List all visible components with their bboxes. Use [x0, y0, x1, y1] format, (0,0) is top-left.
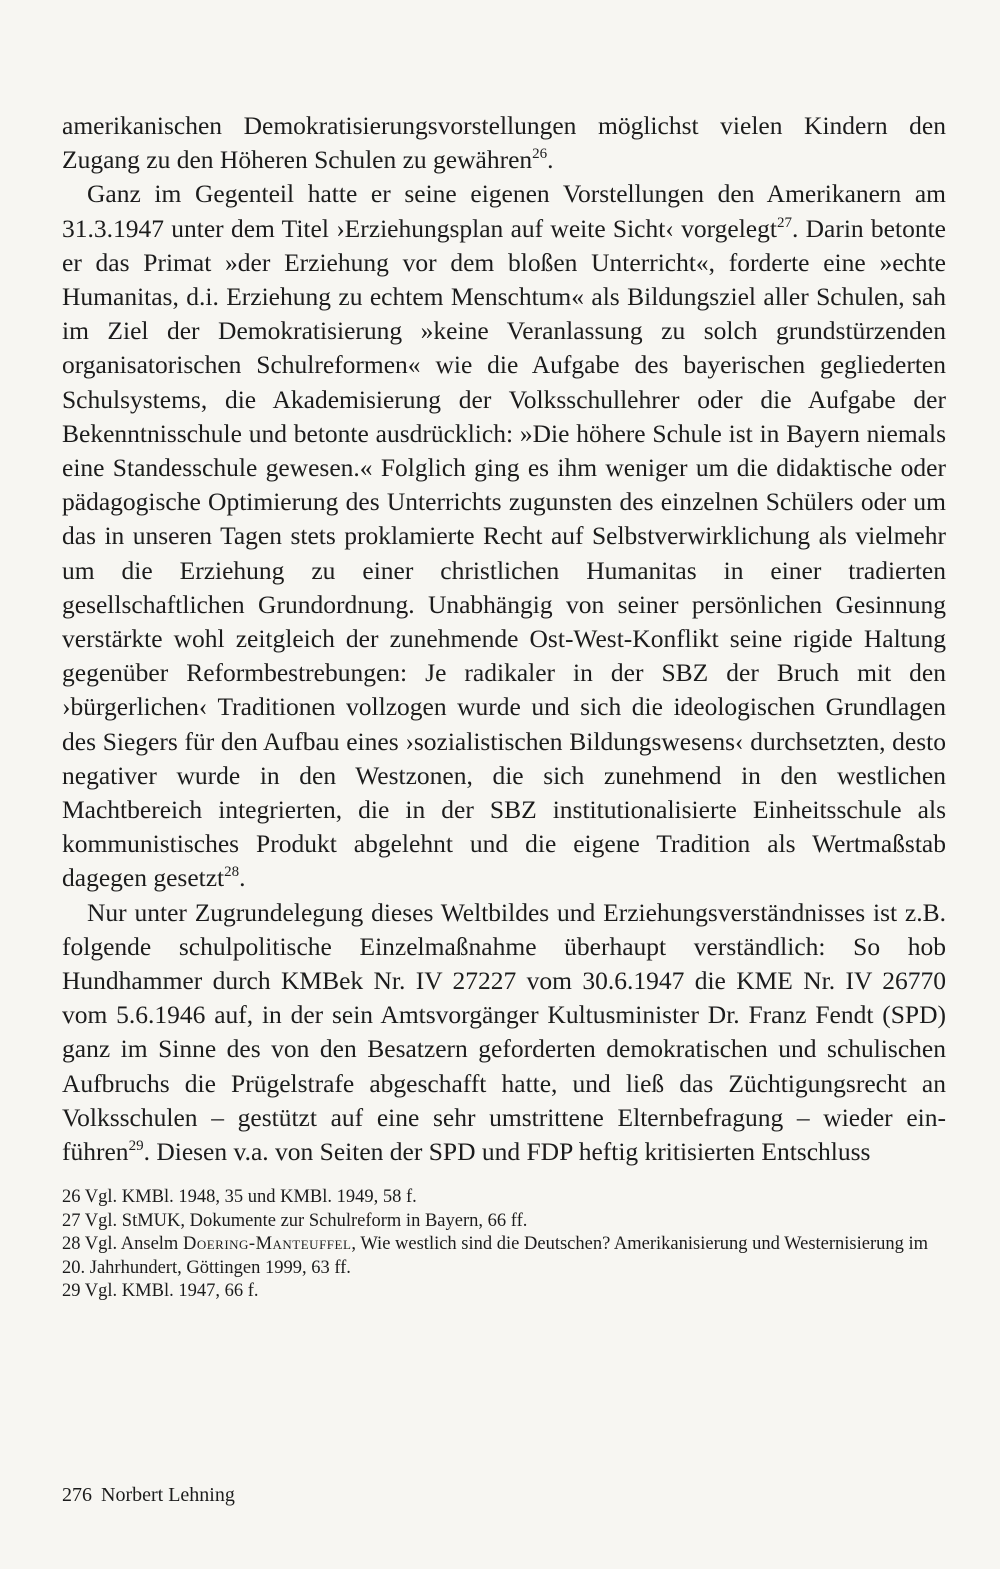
footnote-26 [62, 1186, 946, 1210]
page-number: 276 [62, 1484, 92, 1506]
paragraph-2 [62, 177, 946, 895]
footnote-text-pre: Vgl. Anselm [84, 1234, 183, 1254]
text-run: . [239, 863, 246, 893]
footnote-text: Vgl. StMUK, Dokumente zur Schulreform in Bayern, 66 ff. [84, 1210, 528, 1231]
paragraph-3 [62, 896, 946, 1170]
page-footer [62, 1482, 235, 1508]
footnote-28 [62, 1233, 946, 1280]
footnote-number: 28 [62, 1234, 81, 1254]
footnote-number: 29 [62, 1281, 81, 1301]
text-run: Ganz im Gegenteil hatte er seine eigenen Vorstellungen den Amerikanern am 31.3.1947 unter dem Titel ›Erziehungsplan auf weite Sicht‹ vorgelegt [62, 179, 946, 243]
footnote-text [62, 1234, 928, 1278]
text-run: amerikanischen Demokratisierungsvorstellungen möglichst vielen Kindern den Zugang zu den Höheren Schulen zu gewähren [62, 111, 946, 175]
footnote-number: 26 [62, 1187, 81, 1207]
running-author: Norbert Lehning [101, 1484, 235, 1506]
footnote-27 [62, 1210, 946, 1234]
text-run: . [547, 145, 554, 175]
footnotes [62, 1186, 946, 1304]
footnote-ref-28[interactable]: 28 [224, 864, 240, 881]
body-text [62, 109, 946, 1169]
footnote-ref-29[interactable]: 29 [128, 1138, 144, 1155]
footnote-ref-27[interactable]: 27 [776, 214, 792, 231]
footnote-text-post: , Wie westlich sind die Deutschen? Amerikanisierung und Westernisierung im 20. Jahrhundert, Göttingen 1999, 63 ff. [62, 1234, 929, 1278]
text-run: . Diesen v.a. von Seiten der SPD und FDP heftig kritisierten Entschluss [143, 1137, 871, 1167]
footnote-text: Vgl. KMBl. 1948, 35 und KMBl. 1949, 58 f. [84, 1187, 417, 1207]
footnote-number: 27 [62, 1210, 81, 1231]
paragraph-1 [62, 109, 946, 177]
footnote-author-name: Doering-Manteuffel [182, 1234, 352, 1254]
text-run: . Darin betonte er das Primat »der Erziehung vor dem bloßen Unterricht«, forderte eine »echte Humanitas, d.i. Erziehung zu echtem Menschtum« als Bildungsziel aller Schulen, sah im Ziel der Demokratisierung »keine Veranlassung zu solch grundstürzenden organisatorischen Schulreformen« wie die Aufgabe des bayerischen gegliederten Schulsystems, die Akademisierung der Volksschullehrer oder die Aufgabe der Bekenntnisschule und betonte ausdrücklich: »Die höhere Schule ist in Bayern niemals eine Standesschule gewesen.« Folglich ging es ihm weniger um die didaktische oder pädagogische Optimierung des Unterrichts zugunsten des einzelnen Schülers oder um das in unseren Tagen stets proklamierte Recht auf Selbstverwirklichung als vielmehr um die Erziehung zu einer christlichen Humanitas in einer tradierten gesellschaftlichen Grundordnung. Unabhängig von seiner persönlichen Gesinnung verstärkte wohl zeitgleich der zunehmende Ost-West-Konflikt seine rigide Haltung gegenüber Reformbestrebungen: Je radikaler in der SBZ der Bruch mit den ›bürgerlichen‹ Traditionen vollzogen wurde und sich die ideologischen Grundlagen des Siegers für den Aufbau eines ›sozialistischen Bildungswesens‹ durchsetzten, desto negativer wurde in den Westzonen, die sich zunehmend in den westlichen Machtbereich integrierten, die in der SBZ institutionalisierte Einheitsschule als kommunistisches Produkt abgelehnt und die eigene Tradition als Wertmaßstab dagegen gesetzt [62, 213, 946, 893]
footnote-29 [62, 1280, 946, 1304]
footnote-text: Vgl. KMBl. 1947, 66 f. [84, 1281, 259, 1301]
footnote-ref-26[interactable]: 26 [532, 146, 548, 163]
text-run: Nur unter Zugrundelegung dieses Weltbildes und Erziehungsverständnisses ist z.B. folgende schulpolitische Einzelmaßnahme überhaupt verständlich: So hob Hundhammer durch KMBek Nr. IV 27227 vom 30.6.1947 die KME Nr. IV 26770 vom 5.6.1946 auf, in der sein Amtsvorgänger Kultusminister Dr. Franz Fendt (SPD) ganz im Sinne des von den Besatzern geforderten demokratischen und schulischen Aufbruchs die Prügelstrafe abgeschafft hatte, und ließ das Züchtigungsrecht an Volksschulen – gestützt auf eine sehr umstrittene Elternbefragung – wieder einführen [62, 897, 946, 1167]
